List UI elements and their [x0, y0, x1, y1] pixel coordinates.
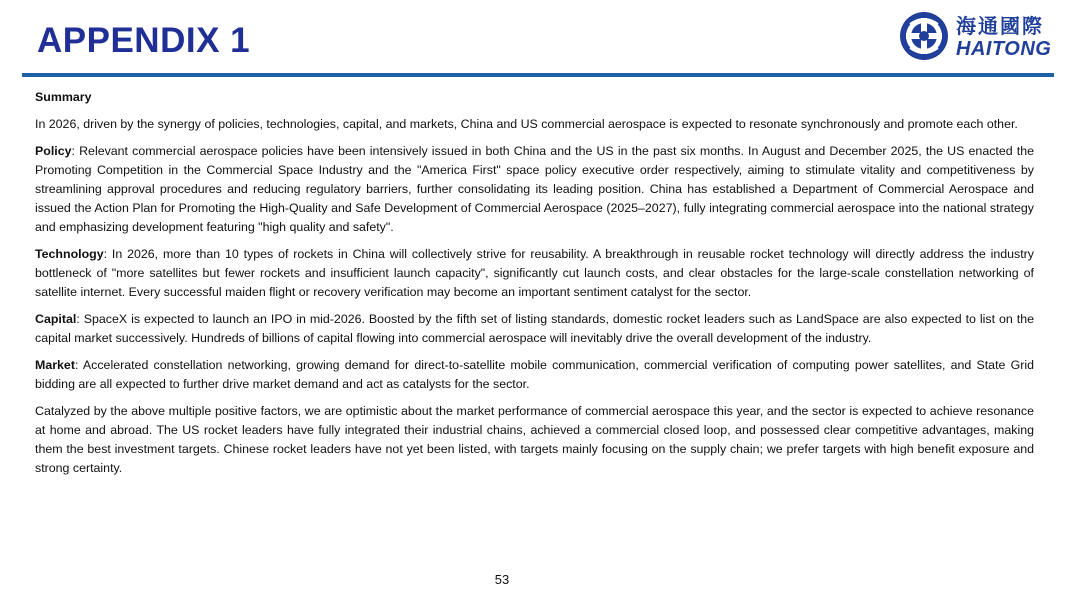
capital-lead: Capital — [35, 312, 77, 326]
haitong-logo — [898, 10, 1058, 62]
market-lead: Market — [35, 358, 75, 372]
logo-chinese-text: 海通國際 — [956, 14, 1044, 38]
technology-text: : In 2026, more than 10 types of rockets in China will collectively strive for reusability. A breakthrough in reusable rocket technology will directly address the industry bottleneck of "more satellites but fewer rockets and insufficient launch capacity", significantly cut launch costs, and clear obstacles for the large-scale constellation networking of satellite internet. Every successful maiden flight or recovery verification may become an important sentiment catalyst for the sector. — [35, 247, 1034, 299]
technology-lead: Technology — [35, 247, 104, 261]
capital-text: : SpaceX is expected to launch an IPO in mid-2026. Boosted by the fifth set of listing standards, domestic rocket leaders such as LandSpace are also expected to list on the capital market successively. Hundreds of billions of capital flowing into commercial aerospace will inevitably drive the overall development of the industry. — [35, 312, 1034, 345]
page-number: 53 — [494, 572, 510, 587]
market-paragraph — [35, 356, 1034, 394]
technology-paragraph — [35, 245, 1034, 302]
summary-body — [35, 88, 1034, 486]
policy-paragraph — [35, 142, 1034, 237]
haitong-logo-icon — [898, 10, 950, 62]
policy-lead: Policy — [35, 144, 72, 158]
policy-text: : Relevant commercial aerospace policies have been intensively issued in both China and the US in the past six months. In August and December 2025, the US enacted the Promoting Competition in the Commercial Space Industry and the "America First" space policy executive order respectively, aiming to stimulate vitality and competitiveness by streamlining approval procedures and reducing regulatory barriers, further consolidating its leading position. China has established a Department of Commercial Aerospace and issued the Action Plan for Promoting the High-Quality and Safe Development of Commercial Aerospace (2025–2027), fully integrating commercial aerospace into the national strategy and emphasizing development featuring "high quality and safety". — [35, 144, 1034, 234]
summary-heading: Summary — [35, 90, 92, 104]
capital-paragraph — [35, 310, 1034, 348]
page-title: APPENDIX 1 — [37, 21, 251, 60]
logo-english-text: HAITONG — [956, 38, 1052, 60]
conclusion-paragraph: Catalyzed by the above multiple positive factors, we are optimistic about the market performance of commercial aerospace this year, and the sector is expected to achieve resonance at home and abroad. The US rocket leaders have fully integrated their industrial chains, achieved a commercial closed loop, and possessed clear competitive advantages, making them the best investment targets. Chinese rocket leaders have not yet been listed, with targets mainly focusing on the supply chain; we prefer targets with high benefit exposure and strong certainty. — [35, 404, 1034, 475]
market-text: : Accelerated constellation networking, growing demand for direct-to-satellite mobile communication, commercial verification of computing power satellites, and State Grid bidding are all expected to further drive market demand and act as catalysts for the sector. — [35, 358, 1034, 391]
header-divider — [22, 73, 1054, 77]
summary-intro: In 2026, driven by the synergy of policies, technologies, capital, and markets, China and US commercial aerospace is expected to resonate synchronously and promote each other. — [35, 117, 1018, 131]
